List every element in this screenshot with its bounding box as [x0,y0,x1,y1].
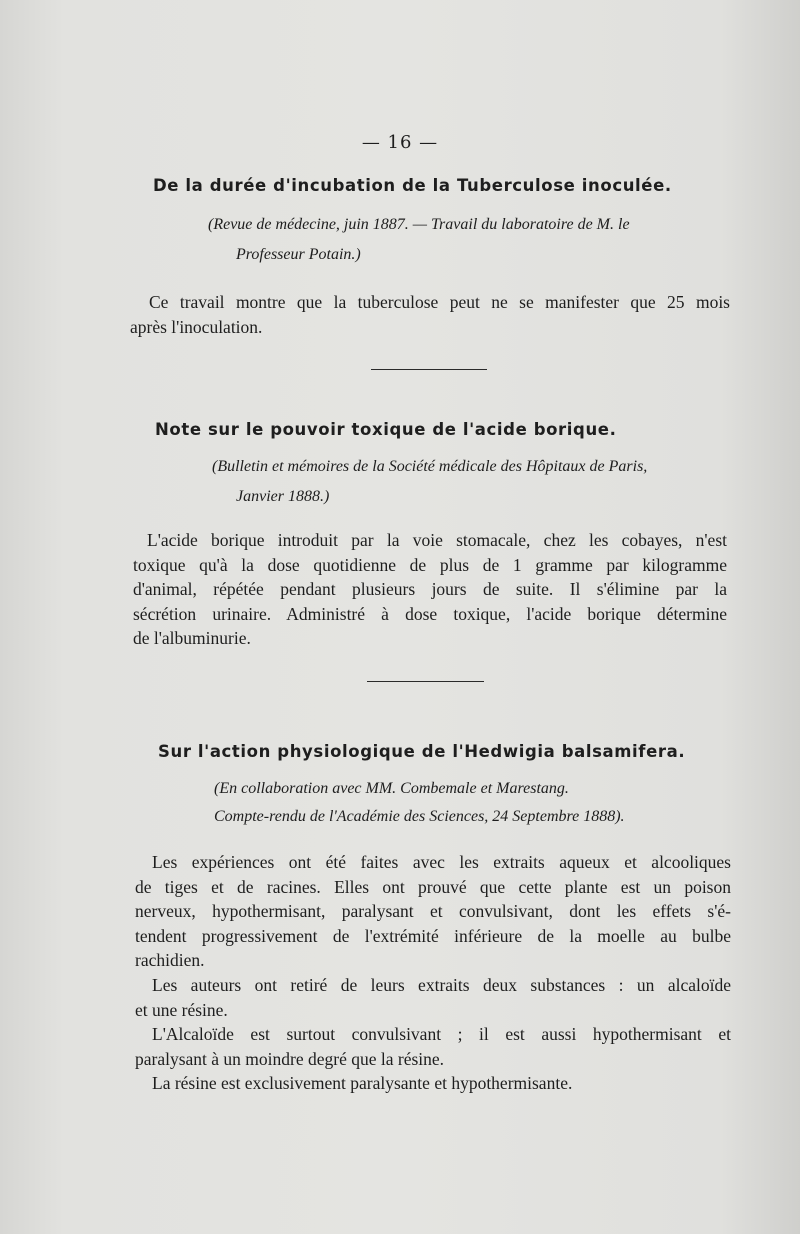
body-line: d'animal, répétée pendant plusieurs jours de suite. Il s'élimine par la [133,579,727,600]
body-line: Les expériences ont été faites avec les extraits aqueux et alcooliques [152,852,731,872]
citation-line: (Bulletin et mémoires de la Société médicale des Hôpitaux de Paris, [212,458,648,475]
body-line: rachidien. [135,950,205,971]
page-number: — 16 — [361,132,439,153]
citation-line: Professeur Potain.) [236,246,361,263]
body-line: La résine est exclusivement paralysante et hypothermisante. [152,1073,573,1094]
body-line: nerveux, hypothermisant, paralysant et convulsivant, dont les effets s'é- [135,901,731,922]
citation-line: Compte-rendu de l'Académie des Sciences, 24 Septembre 1888). [214,808,625,825]
citation-line: (Revue de médecine, juin 1887. — Travail du laboratoire de M. le [208,216,630,233]
body-line: L'acide borique introduit par la voie stomacale, chez les cobayes, n'est [147,530,727,550]
body-line: de l'albuminurie. [133,628,251,649]
section-divider [367,681,484,682]
body-line: tendent progressivement de l'extrémité inférieure de la moelle au bulbe [135,925,731,946]
body-line: toxique qu'à la dose quotidienne de plus de 1 gramme par kilogramme [133,554,727,575]
citation-line: Janvier 1888.) [236,488,330,505]
section-body [130,290,730,339]
section-heading-hedwigia: Sur l'action physiologique de l'Hedwigia balsamifera. [158,742,686,761]
section-divider [371,369,487,370]
body-line: Les auteurs ont retiré de leurs extraits deux substances : un alcaloïde [152,974,731,995]
section-body [135,850,731,1096]
body-line: L'Alcaloïde est surtout convulsivant ; il est aussi hypothermisant et [152,1024,731,1045]
section-heading-boric-acid: Note sur le pouvoir toxique de l'acide borique. [155,420,617,439]
section-heading-incubation: De la durée d'incubation de la Tuberculose inoculée. [153,176,672,195]
body-line: après l'inoculation. [130,316,263,337]
citation-line: (En collaboration avec MM. Combemale et Marestang. [214,780,569,797]
body-line: de tiges et de racines. Elles ont prouvé que cette plante est un poison [135,876,731,897]
body-line: sécrétion urinaire. Administré à dose toxique, l'acide borique détermine [133,603,727,624]
section-body [133,528,727,651]
body-line: et une résine. [135,999,228,1020]
body-line: paralysant à un moindre degré que la résine. [135,1048,445,1069]
body-line: Ce travail montre que la tuberculose peut ne se manifester que 25 mois [149,292,730,312]
